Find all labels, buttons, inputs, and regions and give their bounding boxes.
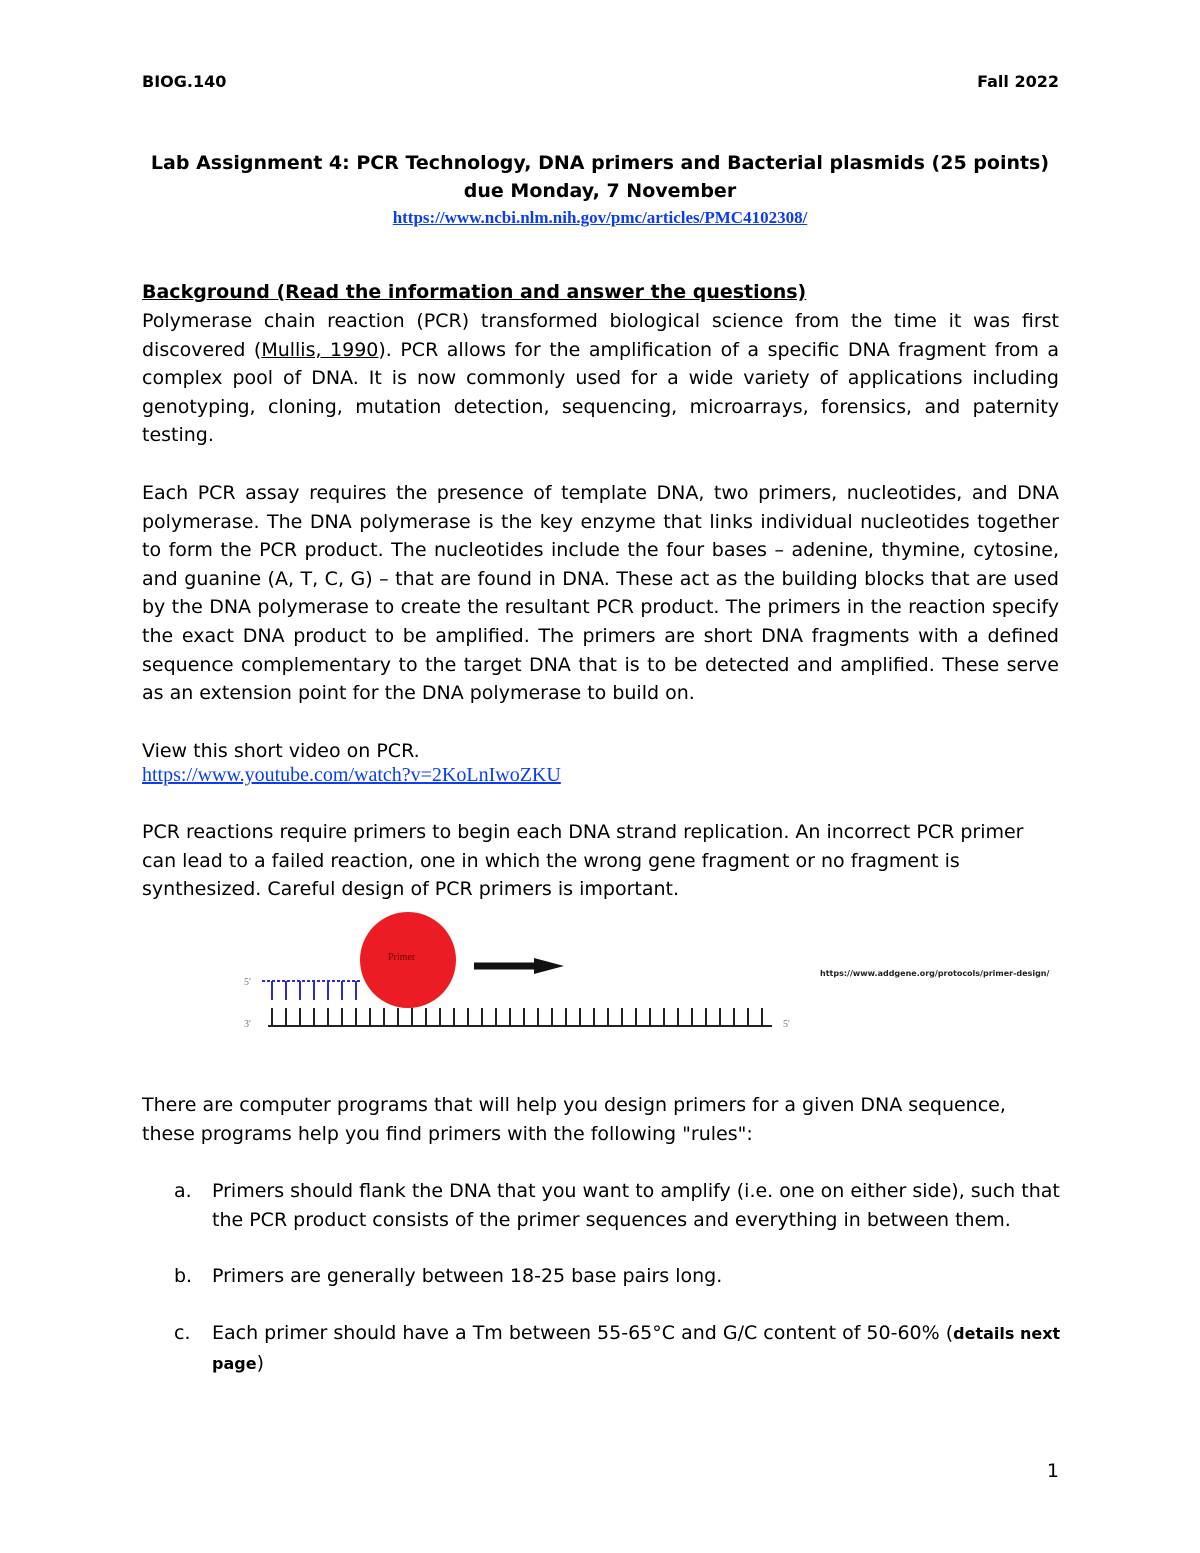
- list-item-text-end: ): [256, 1351, 264, 1374]
- three-prime-label: 3': [244, 1019, 251, 1030]
- details-next-page-note: details next page: [212, 1324, 1061, 1373]
- header-course: BIOG.140: [142, 72, 227, 91]
- p1-text-after: ). PCR allows for the amplification of a specific DNA fragment from a complex pool of DNA. It is now commonly used for a wide variety of applications including genotyping, cloning, mutation detection, sequencing, microarrays, forensics, and paternity testing.: [142, 338, 1059, 447]
- paragraph-primer-importance: PCR reactions require primers to begin each DNA strand replication. An incorrect PCR primer can lead to a failed reaction, one in which the wrong gene fragment or no fragment is synthesized. Careful design of PCR primers is important.: [142, 821, 1024, 901]
- video-link[interactable]: https://www.youtube.com/watch?v=2KoLnIwoZKU: [142, 764, 561, 786]
- extension-arrow-icon: [474, 958, 564, 974]
- list-marker: c.: [174, 1322, 191, 1344]
- list-marker: a.: [174, 1180, 192, 1202]
- article-link-container: [0, 208, 1200, 228]
- background-heading: Background (Read the information and answer the questions): [142, 281, 807, 303]
- assignment-title: Lab Assignment 4: PCR Technology, DNA primers and Bacterial plasmids (25 points): [150, 152, 1050, 174]
- primer-label: Primer: [388, 952, 416, 963]
- primer-strand: [262, 981, 362, 1000]
- list-item-text: [212, 1319, 1062, 1378]
- primer-diagram: [238, 910, 798, 1035]
- due-date: due Monday, 7 November: [463, 180, 737, 202]
- five-prime-label-top: 5': [244, 977, 251, 988]
- figure-source-url: https://www.addgene.org/protocols/primer-design/: [820, 969, 1050, 978]
- paragraph-pcr-components: Each PCR assay requires the presence of template DNA, two primers, nucleotides, and DNA polymerase. The DNA polymerase is the key enzyme that links individual nucleotides together to form the PCR product. The nucleotides include the four bases – adenine, thymine, cytosine, and guanine (A, T, C, G) – that are found in DNA. These act as the building blocks that are used by the DNA polymerase to create the resultant PCR product. The primers in the reaction specify the exact DNA product to be amplified. The primers are short DNA fragments with a defined sequence complementary to the target DNA that is to be detected and amplified. These serve as an extension point for the DNA polymerase to build on.: [142, 482, 1059, 705]
- rules-intro: There are computer programs that will help you design primers for a given DNA sequence, these programs help you find primers with the following "rules":: [142, 1094, 1006, 1145]
- mullis-citation[interactable]: Mullis, 1990: [261, 338, 379, 361]
- list-marker: b.: [174, 1265, 193, 1287]
- video-intro: View this short video on PCR.: [142, 740, 420, 762]
- five-prime-label-end: 5': [783, 1019, 790, 1030]
- list-item-text-main: Each primer should have a Tm between 55-65°C and G/C content of 50-60% (: [212, 1322, 954, 1344]
- p1-text-before: Polymerase chain reaction (PCR) transformed biological science from the time it was first discovered (: [142, 310, 1059, 361]
- list-item-text: Primers are generally between 18-25 base pairs long.: [212, 1265, 723, 1287]
- page-number: 1: [1046, 1460, 1059, 1482]
- list-item-text: Primers should flank the DNA that you want to amplify (i.e. one on either side), such that the PCR product consists of the primer sequences and everything in between them.: [212, 1180, 1060, 1231]
- paragraph-pcr-intro: [142, 307, 1059, 450]
- header-term: Fall 2022: [977, 72, 1059, 91]
- article-link[interactable]: https://www.ncbi.nlm.nih.gov/pmc/articles/PMC4102308/: [392, 208, 808, 227]
- template-strand: [268, 1008, 772, 1026]
